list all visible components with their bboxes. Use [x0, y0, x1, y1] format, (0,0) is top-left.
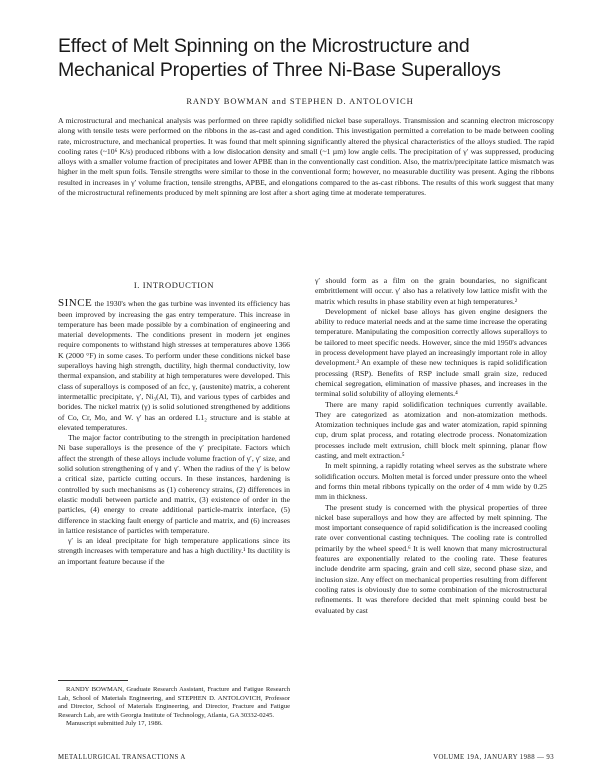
footnote-divider [58, 680, 128, 681]
paper-title: Effect of Melt Spinning on the Microstructure and Mechanical Properties of Three Ni-Base Superalloys [58, 35, 501, 81]
right-paragraph-4: In melt spinning, a rapidly rotating wheel serves as the substrate where solidification occurs. Molten metal is forced under pressure onto the wheel and forms thin metal ribbons typically on the order of 4 mm wide by 0.25 mm in thickness. [315, 461, 547, 502]
right-paragraph-2: Development of nickel base alloys has given engine designers the ability to reduce material needs and at the same time increase the operating temperature. Manipulating the composition correctly allows superalloys to be tailored to meet specific needs. However, since the mid 1950's advances in process development have played an increasingly important role in alloy development.³ An example of these new techniques is rapid solidification processing (RSP). Benefits of RSP include small grain size, reduced chemical segregation, elimination of massive phases, and increases in the terminal solid solubility of alloying elements.⁴ [315, 306, 547, 399]
volume-footer: VOLUME 19A, JANUARY 1988 — 93 [433, 754, 554, 761]
footnote-submission: Manuscript submitted July 17, 1986. [66, 720, 163, 728]
author-footnote [58, 686, 290, 729]
drop-cap: SINCE [58, 297, 93, 310]
right-paragraph-3: There are many rapid solidification techniques currently available. They are categorized as atomization and non-atomization methods. Atomization techniques include gas and water atomization, rapid spinning cup, drum splat process, and rotating electrode process. Nonatomization processes include melt extrusion, chill block melt spinning, planar flow casting, and melt extraction.⁵ [315, 399, 547, 461]
right-column [315, 276, 547, 616]
right-paragraph-1: γ′ should form as a film on the grain boundaries, no significant embrittlement will occur. γ′ also has a relatively low lattice misfit with the matrix which results in phase stability even at high temperatures.² [315, 276, 547, 306]
author-line: RANDY BOWMAN and STEPHEN D. ANTOLOVICH [186, 96, 414, 106]
right-paragraph-5: The present study is concerned with the physical properties of three nickel base superalloys and how they are affected by melt spinning. The most important consequence of rapid solidification is the increased cooling rate over conventional casting techniques. The cooling rate is controlled primarily by the wheel speed.⁶ It is well known that many microstructural features are exponentially related to the cooling rate. These features include dendrite arm spacing, grain and cell size, second phase size, and inclusion size. Any effect on mechanical properties resulting from different cooling rates is obviously due to some combination of the microstructural refinements. It was therefore decided that melt spinning could best be evaluated by cast [315, 502, 547, 615]
abstract: A microstructural and mechanical analysis was performed on three rapidly solidified nickel base superalloys. Transmission and scanning electron microscopy along with tensile tests were performed on the ribbons in the as-cast and aged condition. This investigation permitted a correlation to be made between cooling rate, microstructure, and mechanical properties. It was found that melt spinning significantly altered the physical characteristics of the alloys studied. The rapid cooling rates (~10⁶ K/s) produced ribbons with a low dislocation density and small (~1 µm) low angle cells. The precipitation of γ′ was suppressed, producing alloys with a smaller volume fraction of precipitates and lower APBE than in the conventionally cast condition. Also, the matrix/precipitate lattice mismatch was higher in the melt spun foils. Tensile strengths were similar to those in the conventional form; however, no measurable ductility was present. Aging the ribbons resulted in increases in γ′ volume fraction, tensile strengths, APBE, and elongations compared to the as-cast ribbons. The results of this work suggest that many of the microstructural refinements produced by melt spinning are lost after a short aging time at moderate temperatures. [58, 116, 554, 198]
intro-paragraph-3: γ′ is an ideal precipitate for high temperature applications since its strength increases with temperature and has a high ductility.¹ Its ductility is an important feature because if the [58, 536, 290, 566]
left-column [58, 276, 290, 567]
journal-footer: METALLURGICAL TRANSACTIONS A [58, 754, 186, 761]
intro-paragraph-2: The major factor contributing to the strength in precipitation hardened Ni base superalloys is the presence of the γ′ precipitate. Factors which affect the strength of these alloys include volume fraction of γ′, γ′ size, and solid solution strengthening of γ and γ′. When the radius of the γ′ is below a critical size, particle cutting occurs. In these instances, hardening is controlled by such mechanisms as (1) coherency strains, (2) differences in elastic moduli between particle and matrix, (3) existence of order in the particles, (4) energy to create additional particle-matrix interface, (5) difference in stacking fault energy of particle and matrix, and (6) increases in lattice resistance of particles with temperature. [58, 433, 290, 535]
intro-paragraph-1 [58, 298, 290, 433]
intro-paragraph-1-text: the 1930's when the gas turbine was invented its efficiency has been improved by increasing the gas entry temperature. This increase in temperature has been made possible by a combination of engineering and material developments. The conditions present in modern jet engines require components to withstand high stresses at temperatures above 1366 K (2000 °F) in some cases. To perform under these conditions nickel base superalloys having high strength, ductility, high thermal conductivity, low thermal expansion, and stability at high temperatures were developed. This class of superalloys is composed of an fcc, γ, (austenite) matrix, a coherent intermetallic precipitate, γ′, Ni₃(Al, Ti), and various types of carbides and borides. The nickel matrix (γ) is solid solutioned strengthened by additions of Co, Cr, Mo, and W. γ′ has an ordered L1₂ structure and is stable at elevated temperatures. [58, 299, 291, 432]
section-heading: I. INTRODUCTION [133, 280, 215, 290]
footnote-affiliation: RANDY BOWMAN, Graduate Research Assistant, Fracture and Fatigue Research Lab, School of Materials Engineering, and STEPHEN D. ANTOLOVICH, Professor and Director, School of Materials Engineering, and Director, Fracture and Fatigue Research Lab, are with Georgia Institute of Technology, Atlanta, GA 30332-0245. [58, 686, 290, 719]
